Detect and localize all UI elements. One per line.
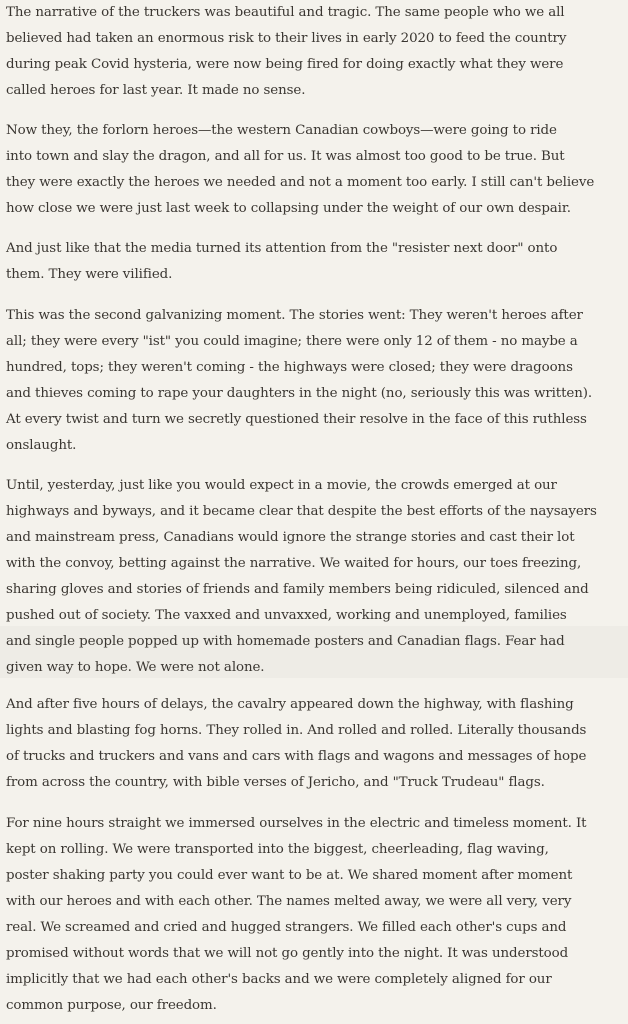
paragraph-4: This was the second galvanizing moment. The stories went: They weren't heroes after all; they were every "ist" you could imagine; there were only 12 of them - no maybe a hundred, tops; they weren't coming - the highways were closed; they were dragoons and thieves coming to rape your daughters in the night (no, seriously this was written). At every twist and turn we secretly questioned their resolve in the face of this ruthless onslaught. [6, 308, 592, 453]
paragraph-5: Until, yesterday, just like you would expect in a movie, the crowds emerged at our highways and byways, and it became clear that despite the best efforts of the naysayers and mainstream press, Canadians would ignore the strange stories and cast their lot with the convoy, betting against the narrative. We waited for hours, our toes freezing, sharing gloves and stories of friends and family members being ridiculed, silenced and pushed out of society. The vaxxed and unvaxxed, working and unemployed, families and single people popped up with homemade posters and Canadian flags. Fear had given way to hope. We were not alone. [6, 478, 597, 675]
paragraph-2: Now they, the forlorn heroes—the western Canadian cowboys—were going to ride into town and slay the dragon, and all for us. It was almost too good to be true. But they were exactly the heroes we needed and not a moment too early. I still can't believe how close we were just last week to collapsing under the weight of our own despair. [6, 123, 595, 216]
paragraph-7: For nine hours straight we immersed ourselves in the electric and timeless moment. It kept on rolling. We were transported into the biggest, cheerleading, flag waving, poster shaking party you could ever want to be at. We shared moment after moment with our heroes and with each other. The names melted away, we were all very, very real. We screamed and cried and hugged strangers. We filled each other's cups and promised without words that we will not go gently into the night. It was understood implicitly that we had each other's backs and we were completely aligned for our common purpose, our freedom. [6, 816, 587, 1013]
paragraph-1: The narrative of the truckers was beautiful and tragic. The same people who we all believed had taken an enormous risk to their lives in early 2020 to feed the country during peak Covid hysteria, were now being fired for doing exactly what they were called heroes for last year. It made no sense. [6, 5, 567, 98]
paragraph-3: And just like that the media turned its attention from the "resister next door" onto them. They were vilified. [6, 241, 558, 282]
paragraph-6: And after five hours of delays, the cavalry appeared down the highway, with flashing lights and blasting fog horns. They rolled in. And rolled and rolled. Literally thousands of trucks and truckers and vans and cars with flags and wagons and messages of hope from across the country, with bible verses of Jericho, and "Truck Trudeau" flags. [6, 697, 587, 790]
